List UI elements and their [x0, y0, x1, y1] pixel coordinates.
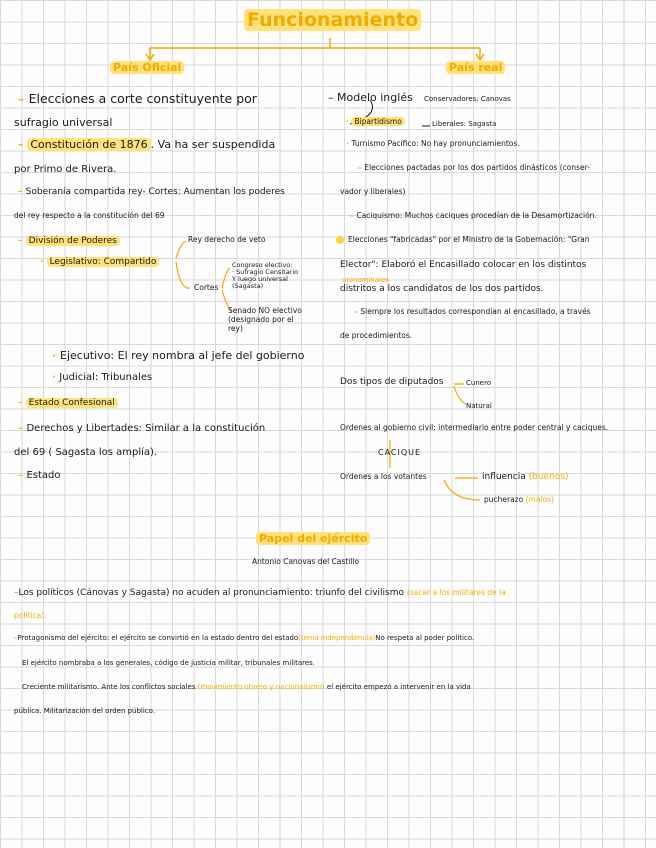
bottom-line: –Protagonismo del ejército: el ejército se convirtió en la estado dentro del estado(tenía independencia)No respeta al poder político.: [14, 634, 475, 642]
influencia: influencia (buenos): [482, 472, 569, 482]
elecciones-fabricadas: Elecciones "fabricadas" por el Ministro de la Gobernación: "Gran: [348, 235, 590, 244]
bottom-line: El ejército nombraba a los generales, código de justicia militar, tribunales militares.: [22, 659, 316, 667]
cunero: Cunero: [466, 379, 492, 387]
derechos-cont: del 69 ( Sagasta los amplía).: [14, 447, 158, 458]
ejecutivo: · Ejecutivo: El rey nombra al jefe del gobierno: [52, 349, 305, 362]
liberales: Liberales: Sagasta: [432, 120, 497, 128]
page-title: Funcionamiento: [244, 10, 421, 32]
elecciones-cont: vador y liberales): [340, 187, 406, 196]
turnismo: · Turnismo Pacífico: No hay pronunciamientos.: [346, 139, 520, 148]
cortes: Cortes: [194, 283, 219, 292]
senado: Senado NO electivo (designado por el rey): [228, 306, 302, 333]
gran-elector: Elector": Elaboró el Encasillado colocar en los distintos: [340, 260, 587, 270]
estado: – Estado: [18, 470, 61, 481]
left-line: por Primo de Rivera.: [14, 164, 117, 175]
conservadores: Conservadores: Canovas: [424, 95, 511, 103]
left-line: – División de Poderes: [18, 236, 120, 246]
cacique: CACIQUE: [378, 448, 422, 457]
judicial: · Judicial: Tribunales: [52, 372, 153, 383]
estado-confesional: – Estado Confesional: [18, 398, 118, 408]
bottom-line: –Los políticos (Cánovas y Sagasta) no acuden al pronunciamiento: triunfo del civilismo (sacar a los militares de la: [14, 588, 506, 598]
left-line: – Constitución de 1876 . Va ha ser suspendida: [18, 138, 276, 151]
left-line: – Soberanía compartida rey- Cortes: Aumentan los poderes: [18, 187, 285, 197]
uninominales: uninominales: [342, 276, 389, 284]
left-heading: País Oficial: [110, 62, 184, 75]
derechos: – Derechos y Libertades: Similar a la constitución: [18, 423, 266, 434]
natural: Natural: [466, 402, 492, 410]
bipartidismo: · Bipartidismo: [346, 118, 405, 127]
congreso: Congreso electivo: · Sufragio Censitario Y luego universal (Sagasta): [232, 261, 299, 291]
ordenes-votantes: Ordenes a los votantes: [340, 472, 427, 481]
dos-tipos: Dos tipos de diputados: [340, 377, 444, 387]
distritos: distritos a los candidatos de los dos partidos.: [340, 284, 544, 294]
legislative: · Legislativo: Compartido: [40, 257, 159, 267]
siempre-cont: de procedimientos.: [340, 331, 413, 340]
bottom-line: pública. Militarización del orden público.: [14, 707, 156, 715]
left-line: del rey respecto a la constitución del 69: [14, 211, 165, 220]
bottom-line: Creciente militarismo. Ante los conflictos sociales (movimiento obrero y nacionalismo) el ejército empezó a intervenir en la vida: [22, 683, 471, 691]
bottom-heading: Papel del ejército: [256, 533, 370, 546]
left-line: – Elecciones a corte constituyente por: [18, 91, 257, 106]
pucherazo: pucherazo (malos): [484, 495, 554, 504]
rey-veto: Rey derecho de veto: [188, 235, 266, 244]
author: Antonio Canovas del Castillo: [252, 557, 360, 566]
right-line: – Modelo inglés: [328, 91, 413, 104]
right-heading: País real: [446, 62, 505, 75]
elecciones-pactadas: – Elecciones pactadas por los dos partidos dinásticos (conser-: [358, 163, 590, 172]
caciquismo: – Caciquismo: Muchos caciques procedían de la Desamortización.: [350, 211, 597, 220]
siempre: – Siempre los resultados correspondían al encasillado, a través: [354, 307, 591, 316]
left-line: sufragio universal: [14, 116, 113, 129]
ordenes-gobierno: Ordenes al gobierno civil: intermediario entre poder central y caciques.: [340, 423, 609, 432]
bottom-line: política).: [14, 611, 47, 620]
